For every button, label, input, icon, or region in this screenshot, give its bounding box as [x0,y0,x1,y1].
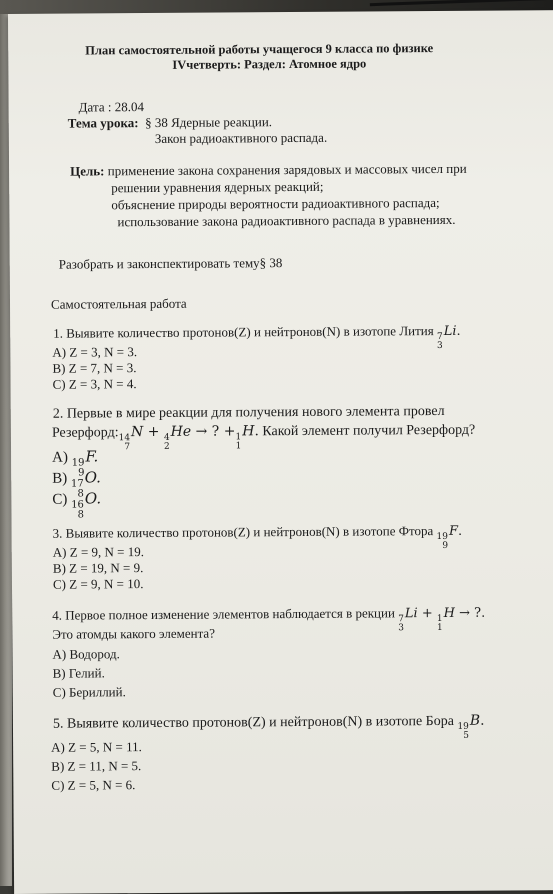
goal-row [70,161,467,180]
q1-option-a: A) Z = 3, N = 3. [52,344,138,360]
question-4-text: 4. Первое полное изменение элементов наблюдается в рекции [52,605,395,623]
header-title: План самостоятельной работы учащегося 9 класса по физике [85,41,434,58]
topic-label: Тема урока: [67,115,139,131]
q5-option-b: B) Z = 11, N = 5. [51,758,142,774]
worksheet [8,10,553,894]
q5-option-c: C) Z = 5, N = 6. [51,777,136,793]
q4-option-c: C) Бериллий. [52,684,126,700]
question-3-text: 3. Выявите количество протонов(Z) и нейтронов(N) в изотопе Фтора [52,523,434,541]
q2-option-c: C) 16 8 O. [52,489,102,521]
goal-line3: объяснение природы вероятности радиоактивного распада; [111,194,440,213]
header-subtitle: IVчетверть: Раздел: Атомное ядро [172,56,367,72]
isotope-fluorine: 19 9 F. [436,523,463,551]
q4-option-a: A) Водород. [52,646,120,662]
q2-option-b: B) 17 8 O. [52,468,101,500]
topic-line2: Закон радиоактивного распада. [154,129,328,146]
q1-option-c: C) Z = 3, N = 4. [52,376,137,392]
date-row [79,99,144,115]
topic-line1: § 38 Ядерные реакции. [145,114,273,131]
q3-option-b: B) Z = 19, N = 9. [52,560,144,576]
isotope-lithium: 7 3 Li. [436,323,461,352]
q1-option-b: B) Z = 7, N = 3. [52,360,137,376]
q5-option-a: A) Z = 5, N = 11. [51,739,142,755]
goal-line4: использование закона радиоактивного распада в уравнениях. [117,211,456,230]
task-intro: Разобрать и законспектировать тему§ 38 [58,255,283,272]
question-1-text: 1. Выявите количество протонов(Z) и нейтронов(N) в изотопе Лития [53,323,434,341]
goal-line1: применение закона сохранения зарядовых и массовых чисел при [107,160,467,179]
q3-option-a: A) Z = 9, N = 19. [52,544,145,560]
q3-option-c: C) Z = 9, N = 10. [52,576,144,592]
question-2-line2: Резерфорд: 14 7 N + 4 2 He → ? + 1 1 H. Какой элемент получил Резерфорд? [51,422,476,453]
q2-option-a: A) 19 9 F. [52,447,99,479]
question-5-text: 5. Выявите количество протонов(Z) и нейтронов(N) в изотопе Бора [52,713,454,732]
date-label: Дата : [78,99,112,115]
topic-row [68,114,272,131]
reaction-rutherford: 14 7 N + 4 2 He → ? + 1 1 H. [118,423,259,453]
reaction-lithium: 7 3 Li + 1 1 H → ?. [398,605,486,634]
isotope-boron: 19 5 B. [457,712,485,741]
q4-option-b: B) Гелий. [52,665,105,681]
goal-label: Цель: [70,163,105,179]
goal-line2: решении уравнения ядерных реакций; [111,178,324,196]
section-title: Самостоятельная работа [50,295,187,312]
date-value: 28.04 [114,99,144,115]
question-2-line1: 2. Первые в мире реакции для получения нового элемента провел [52,403,445,422]
question-4-line2: Это атомды какого элемента? [52,625,215,642]
